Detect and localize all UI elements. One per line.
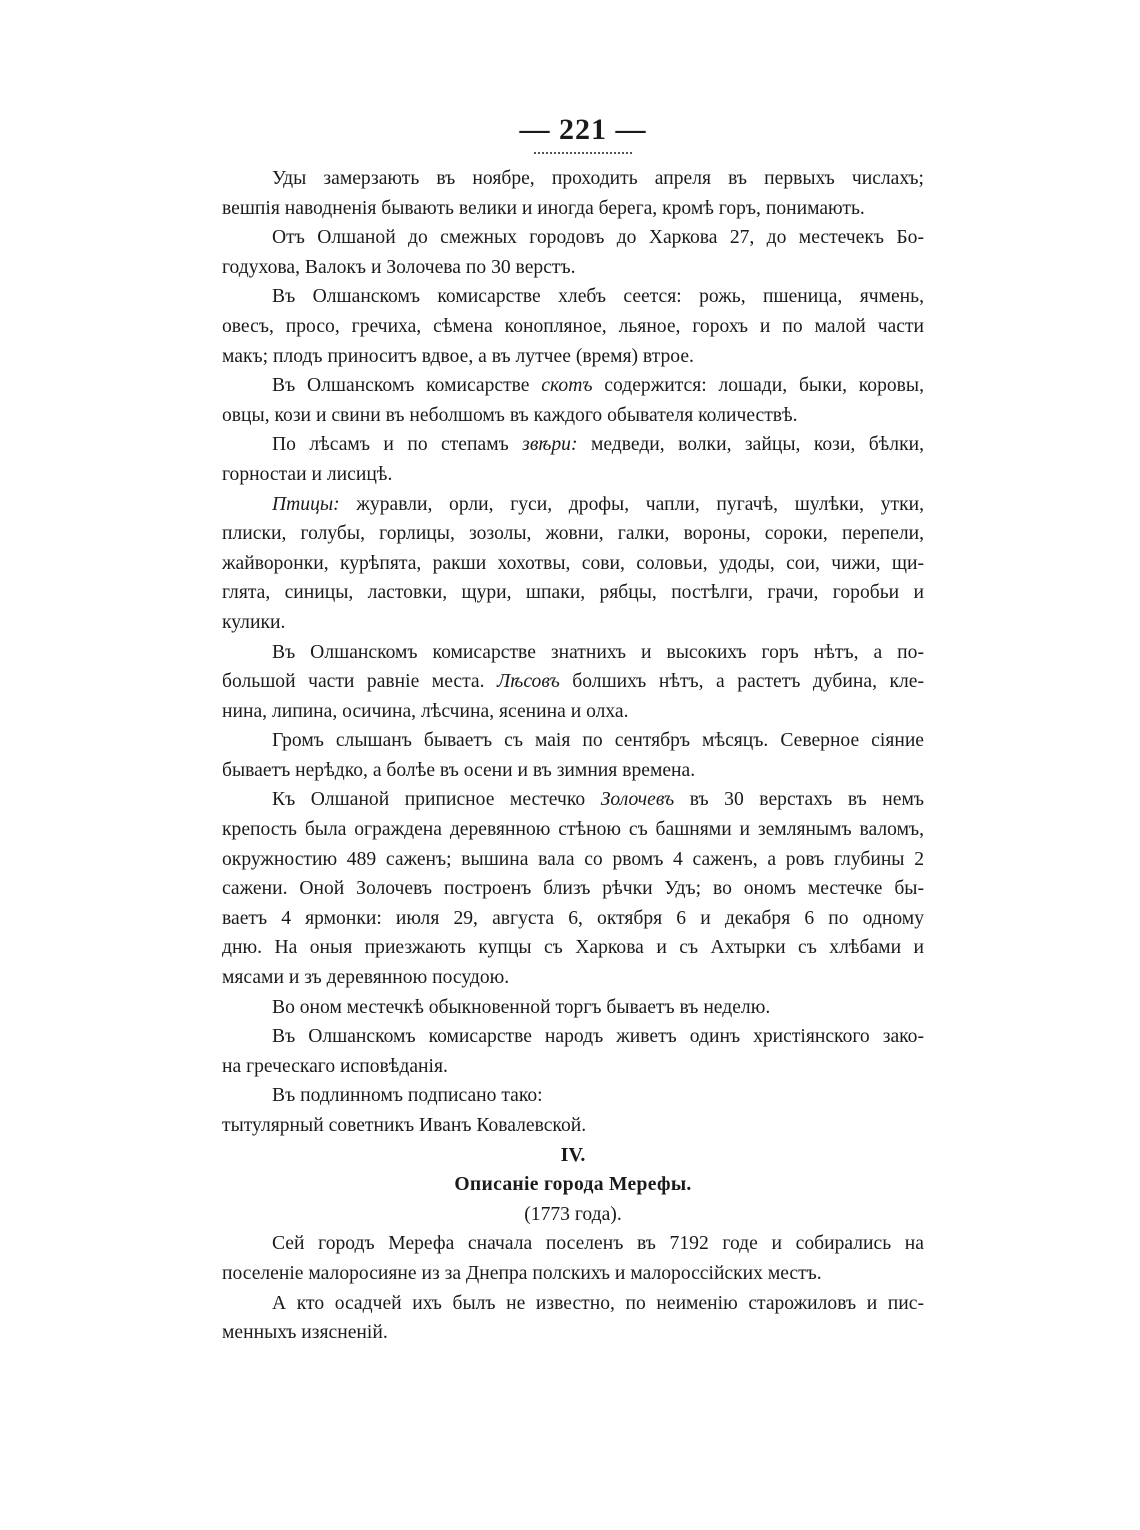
text-line: мясами и зъ деревянною посудою. bbox=[222, 967, 510, 989]
paragraph-market bbox=[222, 993, 924, 1023]
paragraph-religion bbox=[222, 1022, 924, 1081]
italic-term: Лѣсовъ bbox=[497, 671, 560, 693]
signature-line: тытулярный советникъ Иванъ Ковалевской. bbox=[222, 1115, 587, 1136]
text-span: содержится: лошади, быки, коровы, bbox=[592, 375, 924, 397]
italic-term: Птицы: bbox=[272, 493, 340, 515]
text-line: жайворонки, курѣпята, ракши хохотвы, сови, соловьи, удоды, сои, чижи, щи- bbox=[222, 552, 924, 574]
paragraph-merefa-settlers bbox=[222, 1289, 924, 1348]
paragraph-mountains bbox=[222, 638, 924, 727]
text-line: Уды замерзають въ ноябре, проходить апреля въ первыхъ числахъ; bbox=[272, 168, 924, 189]
section-year: (1773 года). bbox=[524, 1203, 622, 1225]
text-line: окружностию 489 саженъ; вышина вала со рвомъ 4 саженъ, а ровъ глубины 2 bbox=[222, 848, 924, 870]
paragraph-merefa-founding bbox=[222, 1229, 924, 1288]
text-span: большой части равніе места. bbox=[222, 671, 497, 693]
text-span: болшихъ нѣтъ, а растетъ дубина, кле- bbox=[559, 671, 925, 693]
text-line: овесъ, просо, гречиха, сѣмена конопляное, льяное, горохъ и по малой части bbox=[222, 315, 924, 337]
text-line: Громъ слышанъ бываетъ съ маія по сентябръ мѣсяцъ. Северное сіяние bbox=[272, 730, 924, 752]
text-line: Въ подлинномъ подписано тако: bbox=[272, 1085, 543, 1107]
paragraph-thunder bbox=[222, 726, 924, 785]
page-number: — 221 — bbox=[519, 113, 647, 146]
text-line: бываетъ нерѣдко, а болѣе въ осени и въ зимния времена. bbox=[222, 759, 696, 781]
text-line: Отъ Олшаной до смежных городовъ до Харкова 27, до местечекъ Бо- bbox=[272, 227, 924, 249]
italic-term: звѣри: bbox=[522, 434, 578, 456]
document-page bbox=[222, 112, 924, 1348]
text-line: поселеніе малоросияне из за Днепра полскихъ и малороссійских местъ. bbox=[222, 1262, 822, 1284]
text-span: Къ Олшаной приписное местечко bbox=[272, 789, 601, 811]
text-line: вешпія наводненія бывають велики и иногда берега, кромѣ горъ, понимають. bbox=[222, 197, 865, 219]
text-span: журавли, орли, гуси, дрофы, чапли, пугачѣ, шулѣки, утки, bbox=[339, 493, 924, 515]
paragraph-rivers bbox=[222, 164, 924, 223]
text-line: крепость была ограждена деревянною стѣною съ башнями и землянымъ валомъ, bbox=[222, 819, 924, 841]
text-line: менныхъ изясненій. bbox=[222, 1322, 388, 1344]
text-line: ваетъ 4 ярмонки: июля 29, августа 6, октября 6 и декабря 6 по одному bbox=[222, 907, 924, 929]
text-line bbox=[222, 490, 924, 520]
text-line: горностаи и лисицѣ. bbox=[222, 463, 393, 485]
section-number: IV. bbox=[560, 1143, 586, 1166]
paragraph-distances bbox=[222, 223, 924, 282]
text-line: овцы, кози и свини въ неболшомъ въ каждого обывателя количествѣ. bbox=[222, 404, 798, 426]
text-line: Въ Олшанскомъ комисарстве хлебъ сеется: рожь, пшеница, ячмень, bbox=[272, 286, 924, 308]
paragraph-grain bbox=[222, 282, 924, 371]
text-line: макъ; плодъ приноситъ вдвое, а въ лутчее (время) втрое. bbox=[222, 345, 694, 367]
text-span: въ 30 верстахъ въ немъ bbox=[674, 789, 924, 811]
text-span: медведи, волки, зайцы, кози, бѣлки, bbox=[577, 434, 924, 456]
text-line: нина, липина, осичина, лѣсчина, ясенина и олха. bbox=[222, 700, 629, 722]
text-line: плиски, голубы, горлицы, зозолы, жовни, галки, вороны, сороки, перепели, bbox=[222, 523, 924, 545]
paragraph-birds bbox=[222, 490, 924, 638]
text-line: Въ Олшанскомъ комисарстве знатнихъ и высокихъ горъ нѣтъ, а по- bbox=[272, 641, 924, 663]
text-line bbox=[222, 785, 924, 815]
text-line: сажени. Оной Золочевъ построенъ близъ рѣчки Удъ; во ономъ местечке бы- bbox=[222, 878, 924, 900]
text-line: Во оном местечкѣ обыкновенной торгъ бываетъ въ неделю. bbox=[272, 996, 771, 1018]
text-line: годухова, Валокъ и Золочева по 30 верстъ. bbox=[222, 256, 576, 278]
text-line: Въ Олшанскомъ комисарстве народъ живетъ одинъ христіянского зако- bbox=[272, 1026, 924, 1048]
text-line: Сей городъ Мерефа сначала поселенъ въ 7192 годе и собирались на bbox=[272, 1233, 924, 1255]
text-span: По лѣсамъ и по степамъ bbox=[272, 434, 523, 456]
page-number-underline bbox=[534, 148, 632, 154]
text-line bbox=[222, 430, 924, 460]
italic-term: Золочевъ bbox=[600, 789, 675, 811]
text-line: глята, синицы, ластовки, щури, шпаки, рябцы, постѣлги, грачи, горобьи и bbox=[222, 582, 924, 604]
paragraph-signature bbox=[222, 1081, 924, 1140]
text-line: кулики. bbox=[222, 611, 286, 633]
text-line: дню. На оныя приезжають купцы съ Харкова и съ Ахтырки съ хлѣбами и bbox=[222, 937, 924, 959]
paragraph-livestock bbox=[222, 371, 924, 430]
text-span: Въ Олшанскомъ комисарстве bbox=[272, 375, 542, 397]
section-title: Описаніе города Мерефы. bbox=[454, 1174, 692, 1196]
text-line bbox=[222, 667, 924, 697]
text-line: А кто осадчей ихъ былъ не известно, по неименію старожиловъ и пис- bbox=[272, 1292, 924, 1314]
paragraph-zolochev bbox=[222, 785, 924, 992]
paragraph-beasts bbox=[222, 430, 924, 489]
text-line bbox=[222, 371, 924, 401]
italic-term: скотъ bbox=[541, 375, 593, 397]
text-line: на греческаго исповѣданія. bbox=[222, 1055, 448, 1077]
